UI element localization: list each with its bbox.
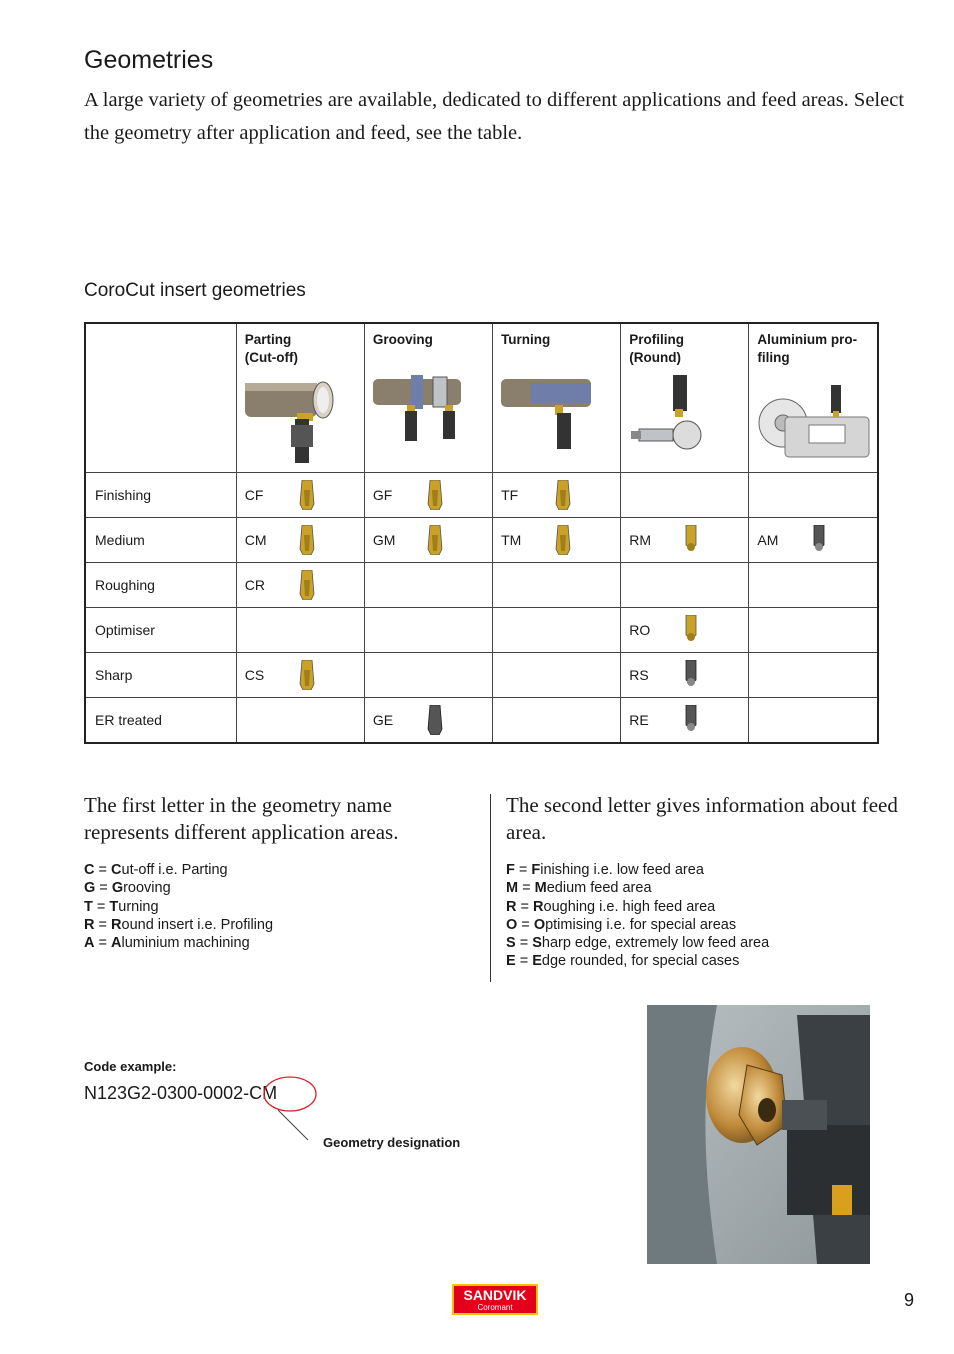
logo-sub-text: Coromant xyxy=(477,1303,513,1312)
row-label: Roughing xyxy=(85,563,236,608)
geometry-code: RE xyxy=(629,712,649,728)
geometry-code: CS xyxy=(244,667,265,683)
round-insert-grey-icon xyxy=(683,660,699,690)
page-number: 9 xyxy=(904,1290,915,1310)
geometry-designation-label: Geometry designation xyxy=(323,1135,461,1150)
geometry-code: CR xyxy=(244,577,265,593)
parting-illustration xyxy=(245,375,355,463)
table-cell xyxy=(749,698,878,744)
code-example-label: Code example: xyxy=(84,1059,177,1074)
second-letter-legend xyxy=(506,861,769,971)
code-example-value: N123G2-0300-0002-CM xyxy=(84,1083,278,1103)
column-divider xyxy=(490,794,491,982)
table-title: CoroCut insert geometries xyxy=(84,280,306,301)
table-cell xyxy=(236,473,364,518)
list-item: T = Turning xyxy=(84,898,159,915)
list-item: F = Finishing i.e. low feed area xyxy=(506,862,704,878)
table-cell xyxy=(749,653,878,698)
row-label: Medium xyxy=(85,518,236,563)
row-label: Optimiser xyxy=(85,608,236,653)
table-cell xyxy=(493,473,621,518)
header-label: Parting xyxy=(244,332,292,347)
table-row xyxy=(85,473,878,518)
insert-gold-icon xyxy=(299,480,315,510)
header-label: Turning xyxy=(501,332,551,347)
page-title: Geometries xyxy=(84,46,214,74)
geometry-code: AM xyxy=(757,532,779,548)
table-cell xyxy=(749,518,878,563)
header-label: Grooving xyxy=(372,332,433,347)
insert-gold-icon xyxy=(299,660,315,690)
header-grooving xyxy=(364,323,492,473)
round-insert-grey-icon xyxy=(811,525,827,555)
header-label: filing xyxy=(757,350,790,365)
profiling-illustration xyxy=(629,375,739,463)
header-parting xyxy=(236,323,364,473)
table-cell xyxy=(236,563,364,608)
geometry-code: TF xyxy=(501,487,519,503)
intro-paragraph: A large variety of geometries are available, dedicated to different applications and feed areas. Select the geometry after application and feed, see the table. xyxy=(84,89,905,144)
table-cell xyxy=(493,608,621,653)
list-item: R = Roughing i.e. high feed area xyxy=(506,898,716,915)
table-cell xyxy=(493,518,621,563)
geometry-code: RO xyxy=(629,622,651,638)
list-item: C = Cut-off i.e. Parting xyxy=(84,862,228,878)
list-item: E = Edge rounded, for special cases xyxy=(506,953,740,970)
turning-illustration xyxy=(501,375,611,463)
header-empty-cell xyxy=(85,323,236,473)
geometry-code: TM xyxy=(501,532,522,548)
table-cell xyxy=(621,473,749,518)
table-cell xyxy=(364,473,492,518)
geometry-code: CM xyxy=(244,532,267,548)
row-label: ER treated xyxy=(85,698,236,744)
second-letter-heading: The second letter gives information about feed area. xyxy=(506,793,898,844)
header-turning xyxy=(493,323,621,473)
machining-photo xyxy=(647,1005,870,1264)
sandvik-coromant-logo xyxy=(452,1284,538,1315)
table-cell xyxy=(749,473,878,518)
table-header-row xyxy=(85,323,878,473)
table-row xyxy=(85,518,878,563)
list-item: R = Round insert i.e. Profiling xyxy=(84,916,274,933)
table-cell xyxy=(236,608,364,653)
header-label: (Round) xyxy=(629,350,681,365)
aluminium-profiling-illustration xyxy=(757,375,872,463)
table-row xyxy=(85,653,878,698)
table-cell xyxy=(621,698,749,744)
table-cell xyxy=(493,653,621,698)
table-cell xyxy=(364,563,492,608)
table-cell xyxy=(493,563,621,608)
list-item: M = Medium feed area xyxy=(506,880,652,897)
red-circle-annotation-icon xyxy=(262,1074,332,1144)
geometry-code: RS xyxy=(629,667,649,683)
header-profiling xyxy=(621,323,749,473)
table-cell xyxy=(749,563,878,608)
geometry-table xyxy=(84,322,879,744)
logo-mark xyxy=(452,1284,538,1315)
table-cell xyxy=(236,653,364,698)
round-insert-gold-icon xyxy=(683,525,699,555)
header-label: Aluminium pro- xyxy=(757,332,858,347)
insert-gold-icon xyxy=(427,525,443,555)
geometry-code: GE xyxy=(372,712,394,728)
first-letter-heading: The first letter in the geometry name represents different application areas. xyxy=(84,793,399,844)
row-label: Finishing xyxy=(85,473,236,518)
geometry-code: CF xyxy=(244,487,264,503)
table-row xyxy=(85,608,878,653)
table-cell xyxy=(621,608,749,653)
table-cell xyxy=(236,518,364,563)
grooving-illustration xyxy=(373,375,483,463)
table-row xyxy=(85,563,878,608)
header-label: (Cut-off) xyxy=(244,350,298,365)
insert-gold-icon xyxy=(555,525,571,555)
first-letter-legend xyxy=(84,861,273,952)
table-cell xyxy=(621,563,749,608)
list-item: A = Aluminium machining xyxy=(84,935,250,952)
table-cell xyxy=(364,698,492,744)
row-label: Sharp xyxy=(85,653,236,698)
insert-gold-icon xyxy=(299,525,315,555)
table-cell xyxy=(236,698,364,744)
header-label: Profiling xyxy=(629,332,684,347)
table-cell xyxy=(621,653,749,698)
geometry-code: GM xyxy=(372,532,396,548)
table-row xyxy=(85,698,878,744)
table-cell xyxy=(364,608,492,653)
round-insert-gold-icon xyxy=(683,615,699,645)
geometry-code: GF xyxy=(372,487,393,503)
list-item: O = Optimising i.e. for special areas xyxy=(506,916,737,933)
insert-gold-icon xyxy=(427,480,443,510)
table-cell xyxy=(364,518,492,563)
list-item: S = Sharp edge, extremely low feed area xyxy=(506,935,770,952)
table-cell xyxy=(621,518,749,563)
list-item: G = Grooving xyxy=(84,880,171,897)
table-cell xyxy=(364,653,492,698)
insert-gold-icon xyxy=(299,570,315,600)
logo-brand-text: SANDVIK xyxy=(463,1287,527,1303)
table-cell xyxy=(749,608,878,653)
round-insert-grey-icon xyxy=(683,705,699,735)
header-aluminium-profiling xyxy=(749,323,878,473)
insert-grey-icon xyxy=(427,705,443,735)
table-cell xyxy=(493,698,621,744)
insert-gold-icon xyxy=(555,480,571,510)
geometry-code: RM xyxy=(629,532,652,548)
